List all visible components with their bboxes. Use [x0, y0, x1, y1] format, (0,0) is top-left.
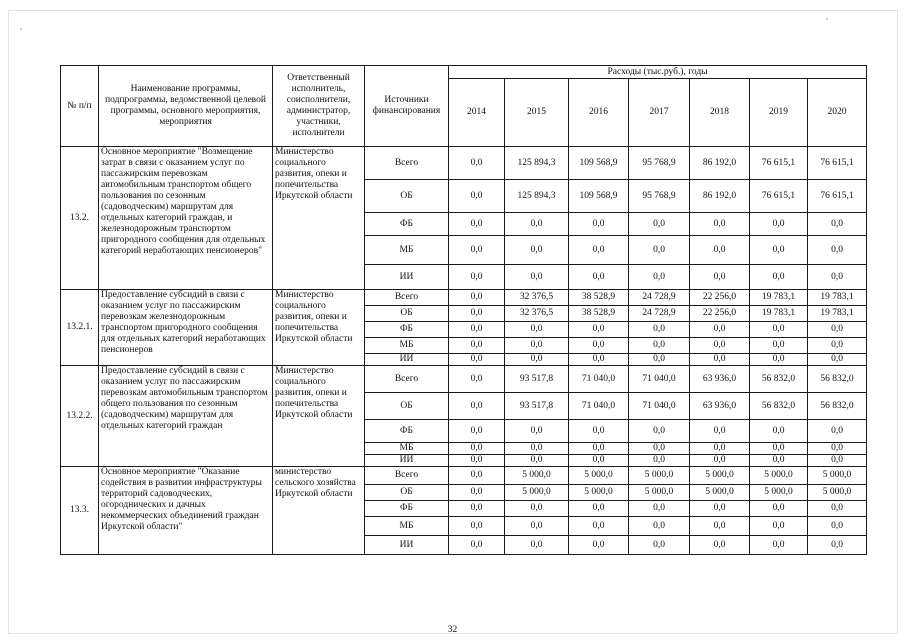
- expense-value: 24 728,9: [629, 306, 690, 322]
- expense-value: 0,0: [808, 517, 867, 536]
- expense-value: 0,0: [750, 236, 808, 265]
- responsible-executor: министерство сельского хозяйства Иркутской области: [273, 467, 365, 555]
- expense-value: 0,0: [505, 354, 569, 366]
- expense-value: 0,0: [505, 501, 569, 517]
- expense-value: 0,0: [690, 517, 750, 536]
- expense-value: 0,0: [449, 213, 505, 236]
- expense-value: 0,0: [569, 322, 629, 338]
- expense-value: 0,0: [569, 536, 629, 555]
- expense-value: 0,0: [449, 322, 505, 338]
- expense-value: 71 040,0: [569, 393, 629, 420]
- expense-value: 0,0: [449, 147, 505, 180]
- expense-value: 5 000,0: [569, 467, 629, 485]
- funding-source: ОБ: [365, 306, 449, 322]
- expense-value: 0,0: [449, 517, 505, 536]
- expense-value: 86 192,0: [690, 147, 750, 180]
- expense-value: 0,0: [505, 517, 569, 536]
- expense-value: 0,0: [808, 420, 867, 443]
- expense-value: 0,0: [808, 536, 867, 555]
- activity-name: Основное мероприятие "Возмещение затрат в связи с оказанием услуг по пассажирским перевозкам автомобильным транспортом общего пользования по сезонным (садоводческим) маршрутам для отдельных категорий граждан, и железнодорожным транспортом пригородного сообщения для отдельных категорий неработающих пенсионеров": [99, 147, 273, 290]
- expense-value: 0,0: [808, 265, 867, 290]
- expense-value: 22 256,0: [690, 306, 750, 322]
- expense-value: 71 040,0: [629, 366, 690, 393]
- table-row: [61, 467, 867, 485]
- row-number: 13.2.1.: [61, 290, 99, 366]
- expense-value: 95 768,9: [629, 180, 690, 213]
- funding-source: Всего: [365, 366, 449, 393]
- table-body: [61, 147, 867, 555]
- expense-value: 0,0: [808, 338, 867, 354]
- expense-value: 0,0: [505, 536, 569, 555]
- funding-source: ИИ: [365, 354, 449, 366]
- expense-value: 0,0: [569, 420, 629, 443]
- expense-value: 0,0: [449, 306, 505, 322]
- expense-value: 0,0: [505, 455, 569, 467]
- expense-value: 0,0: [505, 322, 569, 338]
- expense-value: 0,0: [449, 290, 505, 306]
- expense-value: 0,0: [629, 338, 690, 354]
- expense-value: 0,0: [569, 517, 629, 536]
- expense-value: 0,0: [449, 443, 505, 455]
- expense-value: 0,0: [690, 455, 750, 467]
- expense-value: 76 615,1: [750, 147, 808, 180]
- expense-value: 5 000,0: [569, 485, 629, 501]
- expense-value: 0,0: [629, 213, 690, 236]
- funding-source: Всего: [365, 467, 449, 485]
- expense-value: 0,0: [690, 236, 750, 265]
- expense-value: 0,0: [569, 213, 629, 236]
- expense-value: 0,0: [629, 354, 690, 366]
- col-header-expenses: Расходы (тыс.руб.), годы: [449, 66, 867, 79]
- expense-value: 56 832,0: [808, 366, 867, 393]
- expense-value: 109 568,9: [569, 147, 629, 180]
- expense-value: 56 832,0: [750, 366, 808, 393]
- expense-value: 0,0: [449, 180, 505, 213]
- year-header: 2020: [808, 79, 867, 147]
- expense-value: 38 528,9: [569, 290, 629, 306]
- expense-value: 0,0: [449, 455, 505, 467]
- expense-value: 0,0: [505, 420, 569, 443]
- expense-value: 5 000,0: [690, 467, 750, 485]
- responsible-executor: Министерство социального развития, опеки и попечительства Иркутской области: [273, 366, 365, 467]
- expense-value: 0,0: [690, 354, 750, 366]
- expense-value: 0,0: [629, 455, 690, 467]
- funding-source: ФБ: [365, 322, 449, 338]
- year-header: 2019: [750, 79, 808, 147]
- expense-value: 0,0: [449, 354, 505, 366]
- funding-source: ИИ: [365, 265, 449, 290]
- expense-value: 0,0: [569, 236, 629, 265]
- funding-source: ОБ: [365, 393, 449, 420]
- expense-value: 95 768,9: [629, 147, 690, 180]
- expense-value: 0,0: [750, 536, 808, 555]
- expense-value: 56 832,0: [750, 393, 808, 420]
- expense-value: 0,0: [750, 213, 808, 236]
- expense-value: 0,0: [629, 501, 690, 517]
- expense-value: 0,0: [629, 265, 690, 290]
- expense-value: 0,0: [449, 265, 505, 290]
- expense-value: 76 615,1: [808, 180, 867, 213]
- expense-value: 0,0: [449, 485, 505, 501]
- expense-value: 0,0: [690, 443, 750, 455]
- expense-value: 0,0: [449, 366, 505, 393]
- table-row: [61, 290, 867, 306]
- budget-table-wrap: [60, 65, 866, 555]
- expense-value: 0,0: [505, 236, 569, 265]
- expense-value: 0,0: [629, 536, 690, 555]
- expense-value: 0,0: [808, 236, 867, 265]
- expense-value: 0,0: [629, 517, 690, 536]
- expense-value: 0,0: [505, 265, 569, 290]
- activity-name: Предоставление субсидий в связи с оказанием услуг по пассажирским перевозкам железнодорожным транспортом пригородного сообщения для отдельных категорий неработающих пенсионеров: [99, 290, 273, 366]
- expense-value: 0,0: [569, 354, 629, 366]
- expense-value: 0,0: [505, 338, 569, 354]
- expense-value: 71 040,0: [569, 366, 629, 393]
- expense-value: 5 000,0: [690, 485, 750, 501]
- responsible-executor: Министерство социального развития, опеки и попечительства Иркутской области: [273, 290, 365, 366]
- funding-source: МБ: [365, 338, 449, 354]
- expense-value: 0,0: [690, 213, 750, 236]
- expense-value: 0,0: [569, 265, 629, 290]
- expense-value: 5 000,0: [629, 467, 690, 485]
- expense-value: 0,0: [808, 213, 867, 236]
- funding-source: ФБ: [365, 501, 449, 517]
- activity-name: Основное мероприятие "Оказание содействия в развитии инфраструктуры территорий садоводческих, огороднических и дачных некоммерческих объединений граждан Иркутской области": [99, 467, 273, 555]
- expense-value: 38 528,9: [569, 306, 629, 322]
- expense-value: 76 615,1: [808, 147, 867, 180]
- expense-value: 109 568,9: [569, 180, 629, 213]
- row-number: 13.2.: [61, 147, 99, 290]
- expense-value: 0,0: [690, 265, 750, 290]
- expense-value: 0,0: [690, 536, 750, 555]
- expense-value: 93 517,8: [505, 366, 569, 393]
- expense-value: 24 728,9: [629, 290, 690, 306]
- expense-value: 0,0: [750, 265, 808, 290]
- expense-value: 0,0: [808, 455, 867, 467]
- funding-source: ФБ: [365, 420, 449, 443]
- expense-value: 76 615,1: [750, 180, 808, 213]
- expense-value: 0,0: [449, 338, 505, 354]
- year-header: 2014: [449, 79, 505, 147]
- expense-value: 0,0: [750, 455, 808, 467]
- funding-source: МБ: [365, 517, 449, 536]
- expense-value: 0,0: [750, 354, 808, 366]
- expense-value: 0,0: [505, 213, 569, 236]
- expense-value: 32 376,5: [505, 290, 569, 306]
- year-header: 2017: [629, 79, 690, 147]
- expense-value: 0,0: [449, 536, 505, 555]
- page-number: 32: [447, 625, 458, 635]
- funding-source: ОБ: [365, 180, 449, 213]
- expense-value: 0,0: [690, 420, 750, 443]
- expense-value: 0,0: [808, 443, 867, 455]
- expense-value: 0,0: [449, 420, 505, 443]
- expense-value: 0,0: [449, 501, 505, 517]
- year-header: 2015: [505, 79, 569, 147]
- expense-value: 0,0: [808, 354, 867, 366]
- expense-value: 0,0: [629, 420, 690, 443]
- expense-value: 93 517,8: [505, 393, 569, 420]
- responsible-executor: Министерство социального развития, опеки и попечительства Иркутской области: [273, 147, 365, 290]
- col-header-source: Источники финансирования: [365, 66, 449, 147]
- expense-value: 56 832,0: [808, 393, 867, 420]
- expense-value: 5 000,0: [629, 485, 690, 501]
- expense-value: 0,0: [808, 322, 867, 338]
- expense-value: 0,0: [750, 517, 808, 536]
- funding-source: Всего: [365, 147, 449, 180]
- funding-source: МБ: [365, 443, 449, 455]
- expense-value: 0,0: [449, 393, 505, 420]
- col-header-number: № п/п: [61, 66, 99, 147]
- expense-value: 0,0: [449, 467, 505, 485]
- expense-value: 0,0: [569, 338, 629, 354]
- expense-value: 71 040,0: [629, 393, 690, 420]
- col-header-name: Наименование программы, подпрограммы, ведомственной целевой программы, основного мероприятия, мероприятия: [99, 66, 273, 147]
- expense-value: 32 376,5: [505, 306, 569, 322]
- expense-value: 0,0: [690, 501, 750, 517]
- funding-source: Всего: [365, 290, 449, 306]
- row-number: 13.2.2.: [61, 366, 99, 467]
- year-header: 2018: [690, 79, 750, 147]
- expense-value: 0,0: [629, 236, 690, 265]
- table-row: [61, 366, 867, 393]
- expense-value: 0,0: [750, 501, 808, 517]
- expense-value: 125 894,3: [505, 147, 569, 180]
- expense-value: 19 783,1: [750, 306, 808, 322]
- expense-value: 0,0: [750, 338, 808, 354]
- expense-value: 5 000,0: [750, 485, 808, 501]
- activity-name: Предоставление субсидий в связи с оказанием услуг по пассажирским перевозкам автомобильным транспортом общего пользования по сезонным (садоводческим) маршрутам для отдельных категорий граждан: [99, 366, 273, 467]
- scan-speck: [826, 18, 828, 20]
- expense-value: 0,0: [505, 443, 569, 455]
- expense-value: 86 192,0: [690, 180, 750, 213]
- expense-value: 0,0: [449, 236, 505, 265]
- scan-speck: [20, 28, 22, 30]
- expense-value: 0,0: [750, 322, 808, 338]
- expense-value: 0,0: [569, 443, 629, 455]
- funding-source: ИИ: [365, 536, 449, 555]
- expense-value: 5 000,0: [808, 485, 867, 501]
- expense-value: 5 000,0: [505, 485, 569, 501]
- expense-value: 63 936,0: [690, 366, 750, 393]
- col-header-responsible: Ответственный исполнитель, соисполнители, администратор, участники, исполнители: [273, 66, 365, 147]
- expense-value: 125 894,3: [505, 180, 569, 213]
- expense-value: 0,0: [569, 501, 629, 517]
- year-header: 2016: [569, 79, 629, 147]
- expense-value: 19 783,1: [808, 306, 867, 322]
- expense-value: 5 000,0: [505, 467, 569, 485]
- funding-source: ФБ: [365, 213, 449, 236]
- expense-value: 19 783,1: [750, 290, 808, 306]
- funding-source: ОБ: [365, 485, 449, 501]
- expense-value: 63 936,0: [690, 393, 750, 420]
- table-row: [61, 147, 867, 180]
- expense-value: 5 000,0: [750, 467, 808, 485]
- budget-table: [60, 65, 867, 555]
- expense-value: 0,0: [690, 322, 750, 338]
- expense-value: 5 000,0: [808, 467, 867, 485]
- expense-value: 19 783,1: [808, 290, 867, 306]
- expense-value: 0,0: [569, 455, 629, 467]
- expense-value: 0,0: [750, 420, 808, 443]
- funding-source: МБ: [365, 236, 449, 265]
- expense-value: 0,0: [808, 501, 867, 517]
- row-number: 13.3.: [61, 467, 99, 555]
- funding-source: ИИ: [365, 455, 449, 467]
- expense-value: 0,0: [629, 443, 690, 455]
- expense-value: 0,0: [690, 338, 750, 354]
- expense-value: 0,0: [629, 322, 690, 338]
- expense-value: 22 256,0: [690, 290, 750, 306]
- expense-value: 0,0: [750, 443, 808, 455]
